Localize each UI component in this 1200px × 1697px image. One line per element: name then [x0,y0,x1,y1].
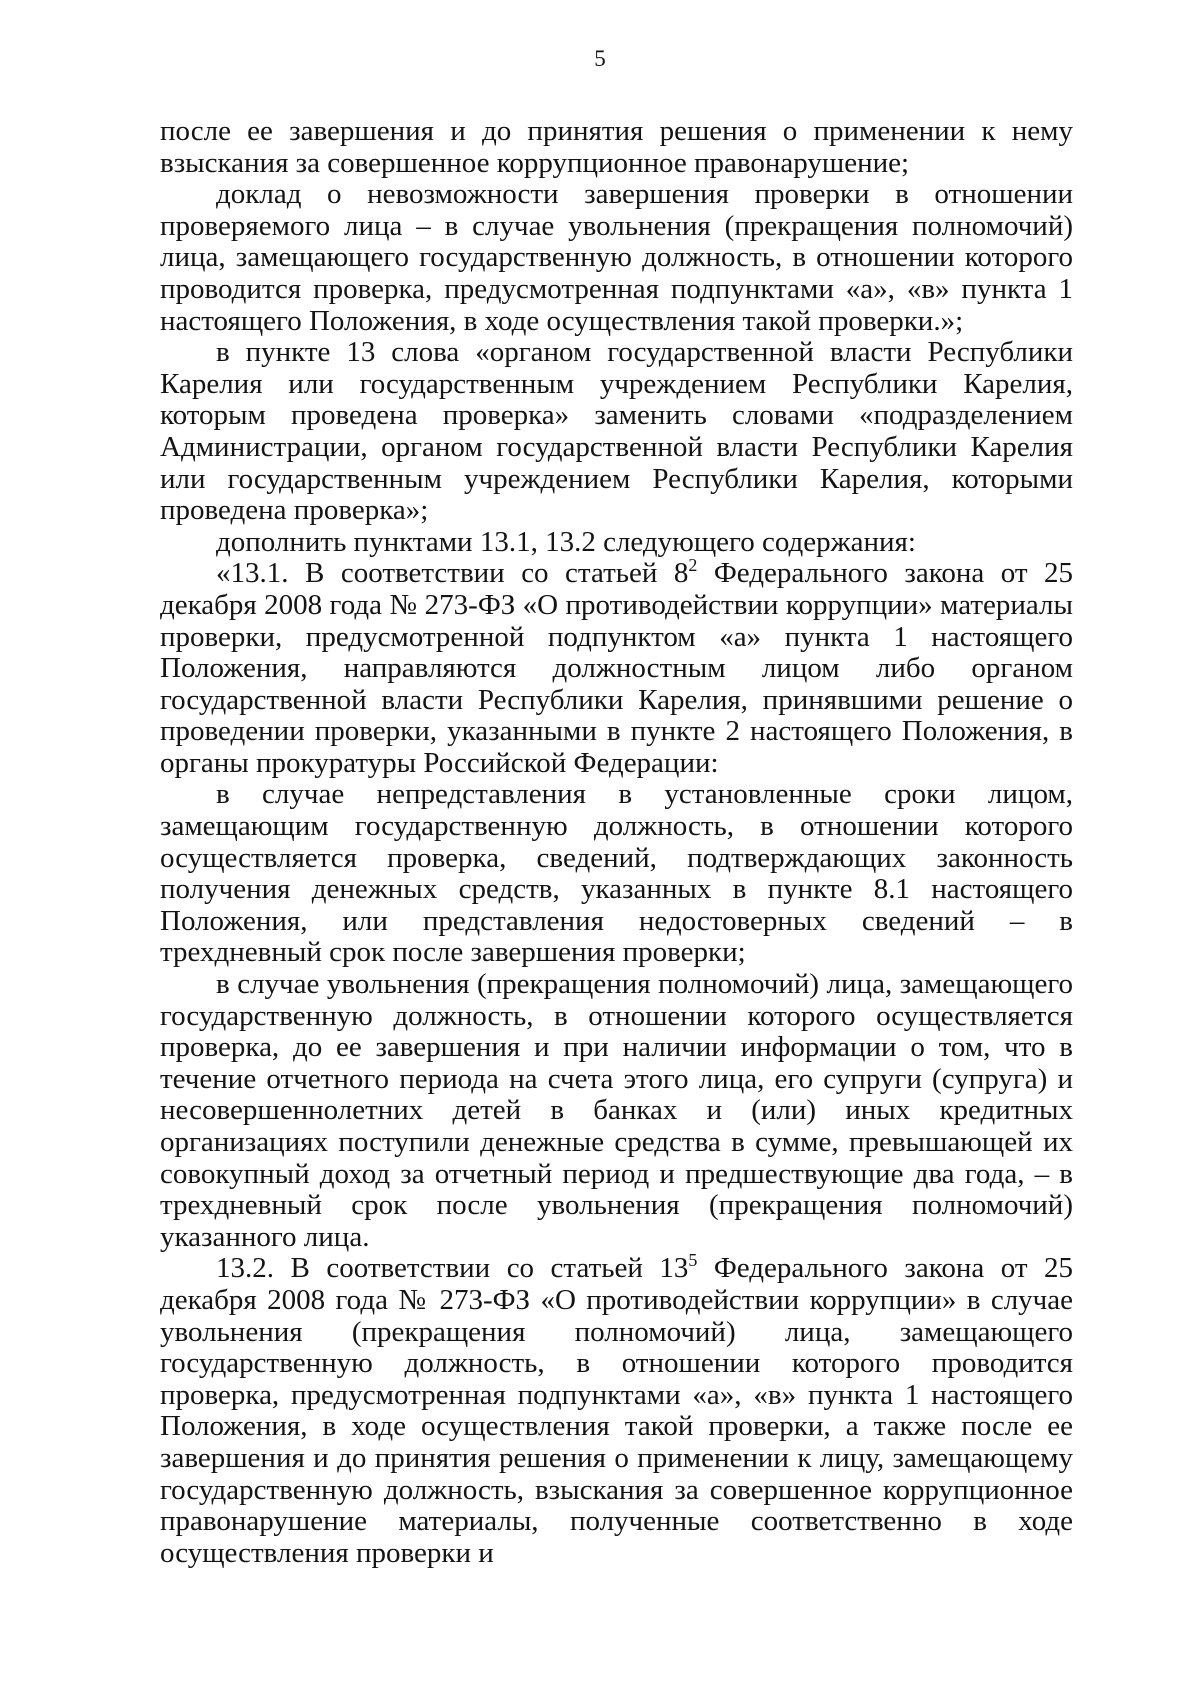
paragraph-report-impossibility: доклад о невозможности завершения проверки в отношении проверяемого лица – в случае увольнения (прекращения полномочий) лица, замещающего государственную должность, в отношении которого проводится проверка, предусмотренная подпунктами «а», «в» пункта 1 настоящего Положения, в ходе осуществления такой проверки.»; [160,178,1073,337]
paragraph-point-13-1 [160,555,1074,779]
paragraph-point-13-amendment: в пункте 13 слова «органом государственной власти Республики Карелия или государственным учреждением Республики Карелия, которым проведена проверка» заменить словами «подразделением Администрации, органом государственной власти Республики Карелия или государственным учреждением Республики Карелия, которыми проведена проверка»; [160,336,1073,527]
paragraph-add-points: дополнить пунктами 13.1, 13.2 следующего содержания: [216,525,916,558]
point-13-1-rest: Федерального закона от 25 декабря 2008 года № 273-ФЗ «О противодействии коррупции» материалы проверки, предусмотренной подпунктом «а» пункта 1 настоящего Положения, направляются должностным лицом либо органом государственной власти Республики Карелия, принявшими решение о проведении проверки, указанными в пункте 2 настоящего Положения, в органы прокуратуры Российской Федерации: [160,557,1074,779]
point-13-2-lead: 13.2. В соответствии со статьей 13 [216,1252,689,1285]
paragraph-dismissal-case: в случае увольнения (прекращения полномочий) лица, замещающего государственную должность, в отношении которого осуществляется проверка, до ее завершения и при наличии информации о том, что в течение отчетного периода на счета этого лица, его супруги (супруга) и несовершеннолетних детей в банках и (или) иных кредитных организациях поступили денежные средства в сумме, превышающей их совокупный доход за отчетный период и предшествующие два года, – в трехдневный срок после увольнения (прекращения полномочий) указанного лица. [160,968,1073,1253]
page-number: 5 [594,46,606,71]
paragraph-continuation: после ее завершения и до принятия решения о применении к нему взыскания за совершенное коррупционное правонарушение; [160,115,1073,179]
paragraph-point-13-2 [160,1250,1074,1569]
point-13-2-rest: Федерального закона от 25 декабря 2008 года № 273-ФЗ «О противодействии коррупции» в случае увольнения (прекращения полномочий) лица, замещающего государственную должность, в отношении которого проводится проверка, предусмотренная подпунктами «а», «в» пункта 1 настоящего Положения, в ходе осуществления такой проверки, а также после ее завершения и до принятия решения о применении к лицу, замещающему государственную должность, взыскания за совершенное коррупционное правонарушение материалы, полученные соответственно в ходе осуществления проверки и [160,1252,1074,1569]
article-superscript: 2 [688,555,698,576]
document-body [160,116,1073,1569]
article-superscript: 5 [688,1250,698,1271]
paragraph-non-submission-case: в случае непредставления в установленные сроки лицом, замещающим государственную должность, в отношении которого осуществляется проверка, сведений, подтверждающих законность получения денежных средств, указанных в пункте 8.1 настоящего Положения, или представления недостоверных сведений – в трехдневный срок после завершения проверки; [160,778,1073,969]
point-13-1-lead: «13.1. В соответствии со статьей 8 [216,557,689,590]
